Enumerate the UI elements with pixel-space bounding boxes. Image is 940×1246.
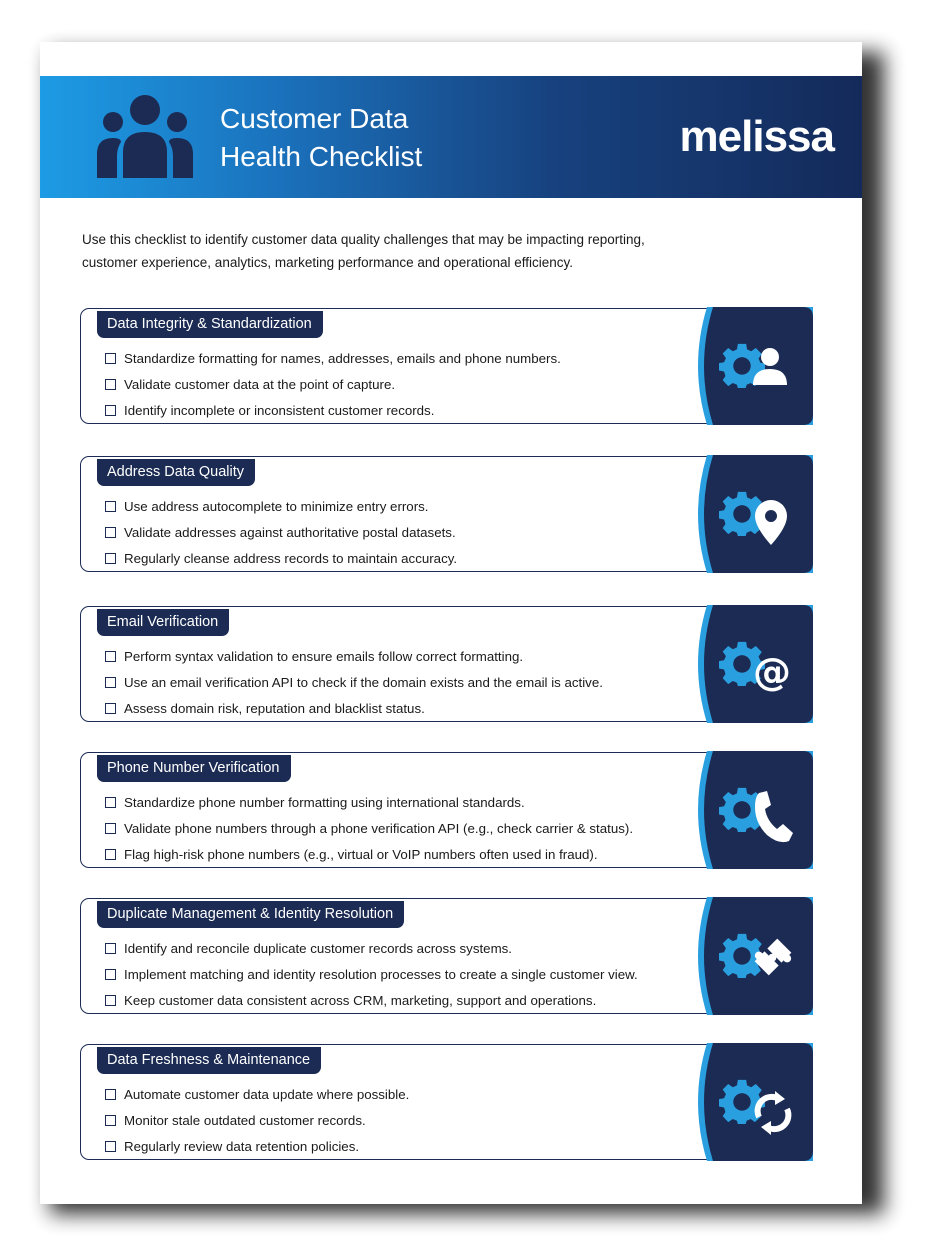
checklist-item-label: Keep customer data consistent across CRM, marketing, support and operations.: [124, 992, 597, 1008]
checklist-item[interactable]: [105, 371, 561, 397]
gear-phone-icon: [691, 751, 813, 869]
checklist-item[interactable]: [105, 643, 603, 669]
checklist-item-label: Identify incomplete or inconsistent customer records.: [124, 402, 435, 418]
checklist-items: [105, 643, 603, 721]
section-address-data-quality: [80, 456, 812, 572]
checklist-item-label: Regularly review data retention policies.: [124, 1138, 360, 1154]
section-email-verification: [80, 606, 812, 722]
checkbox[interactable]: [105, 353, 116, 364]
checklist-item-label: Validate customer data at the point of capture.: [124, 376, 396, 392]
section-title: Address Data Quality: [97, 459, 255, 486]
checklist-item[interactable]: [105, 935, 638, 961]
checkbox[interactable]: [105, 1089, 116, 1100]
checklist-item-label: Use an email verification API to check if the domain exists and the email is active.: [124, 674, 603, 690]
checkbox[interactable]: [105, 553, 116, 564]
checklist-item[interactable]: [105, 493, 457, 519]
gear-location-pin-icon: [691, 455, 813, 573]
checklist-item-label: Validate addresses against authoritative postal datasets.: [124, 524, 456, 540]
checklist-item[interactable]: [105, 545, 457, 571]
checklist-item[interactable]: [105, 1133, 409, 1159]
checklist-item-label: Implement matching and identity resolution processes to create a single customer view.: [124, 966, 638, 982]
checklist-item[interactable]: [105, 789, 633, 815]
intro-line-2: customer experience, analytics, marketing performance and operational efficiency.: [82, 255, 574, 270]
checklist-items: [105, 493, 457, 571]
checklist-item[interactable]: [105, 397, 561, 423]
checklist-item[interactable]: [105, 1107, 409, 1133]
gear-puzzle-icon: [691, 897, 813, 1015]
gear-user-icon: [691, 307, 813, 425]
checklist-item-label: Standardize phone number formatting using international standards.: [124, 794, 525, 810]
checklist-items: [105, 935, 638, 1013]
section-data-integrity: [80, 308, 812, 424]
checklist-item[interactable]: [105, 987, 638, 1013]
checkbox[interactable]: [105, 677, 116, 688]
section-duplicate-management: [80, 898, 812, 1014]
checklist-item-label: Standardize formatting for names, addresses, emails and phone numbers.: [124, 350, 561, 366]
checklist-item[interactable]: [105, 1081, 409, 1107]
checkbox[interactable]: [105, 849, 116, 860]
gear-refresh-icon: [691, 1043, 813, 1161]
checklist-page: [40, 42, 862, 1204]
checklist-item-label: Assess domain risk, reputation and blacklist status.: [124, 700, 425, 716]
checkbox[interactable]: [105, 969, 116, 980]
section-data-freshness: [80, 1044, 812, 1160]
page-title: [220, 100, 422, 176]
svg-text:@: @: [753, 650, 791, 694]
checkbox[interactable]: [105, 797, 116, 808]
title-line-2: Health Checklist: [220, 141, 423, 172]
checklist-item[interactable]: [105, 841, 633, 867]
page-header: [40, 76, 862, 198]
checklist-items: [105, 345, 561, 423]
checklist-item[interactable]: [105, 519, 457, 545]
checklist-item[interactable]: [105, 695, 603, 721]
checkbox[interactable]: [105, 823, 116, 834]
checkbox[interactable]: [105, 1115, 116, 1126]
checklist-item[interactable]: [105, 961, 638, 987]
section-title: Phone Number Verification: [97, 755, 291, 782]
intro-text: [82, 228, 782, 274]
checklist-items: [105, 789, 633, 867]
checklist-item-label: Identify and reconcile duplicate customer records across systems.: [124, 940, 512, 956]
checkbox[interactable]: [105, 943, 116, 954]
checkbox[interactable]: [105, 501, 116, 512]
checkbox[interactable]: [105, 995, 116, 1006]
intro-line-1: Use this checklist to identify customer data quality challenges that may be impacting reporting,: [82, 232, 645, 247]
section-title: Email Verification: [97, 609, 229, 636]
checkbox[interactable]: [105, 527, 116, 538]
title-line-1: Customer Data: [220, 103, 409, 134]
checkbox[interactable]: [105, 379, 116, 390]
section-title: Data Integrity & Standardization: [97, 311, 323, 338]
section-phone-verification: [80, 752, 812, 868]
brand-logo: melissa: [679, 112, 834, 161]
checklist-item-label: Flag high-risk phone numbers (e.g., virtual or VoIP numbers often used in fraud).: [124, 846, 598, 862]
checklist-item[interactable]: [105, 345, 561, 371]
people-group-icon: [95, 94, 195, 180]
section-title: Duplicate Management & Identity Resolution: [97, 901, 404, 928]
checklist-item-label: Automate customer data update where possible.: [124, 1086, 410, 1102]
gear-at-sign-icon: [691, 605, 813, 723]
checklist-item-label: Perform syntax validation to ensure emails follow correct formatting.: [124, 648, 524, 664]
checklist-item-label: Monitor stale outdated customer records.: [124, 1112, 366, 1128]
checklist-item-label: Validate phone numbers through a phone verification API (e.g., check carrier & status).: [124, 820, 634, 836]
checklist-item[interactable]: [105, 815, 633, 841]
checklist-item-label: Use address autocomplete to minimize entry errors.: [124, 498, 429, 514]
checklist-item[interactable]: [105, 669, 603, 695]
checklist-items: [105, 1081, 409, 1159]
checkbox[interactable]: [105, 703, 116, 714]
checkbox[interactable]: [105, 651, 116, 662]
checklist-item-label: Regularly cleanse address records to maintain accuracy.: [124, 550, 458, 566]
checkbox[interactable]: [105, 1141, 116, 1152]
checkbox[interactable]: [105, 405, 116, 416]
section-title: Data Freshness & Maintenance: [97, 1047, 321, 1074]
